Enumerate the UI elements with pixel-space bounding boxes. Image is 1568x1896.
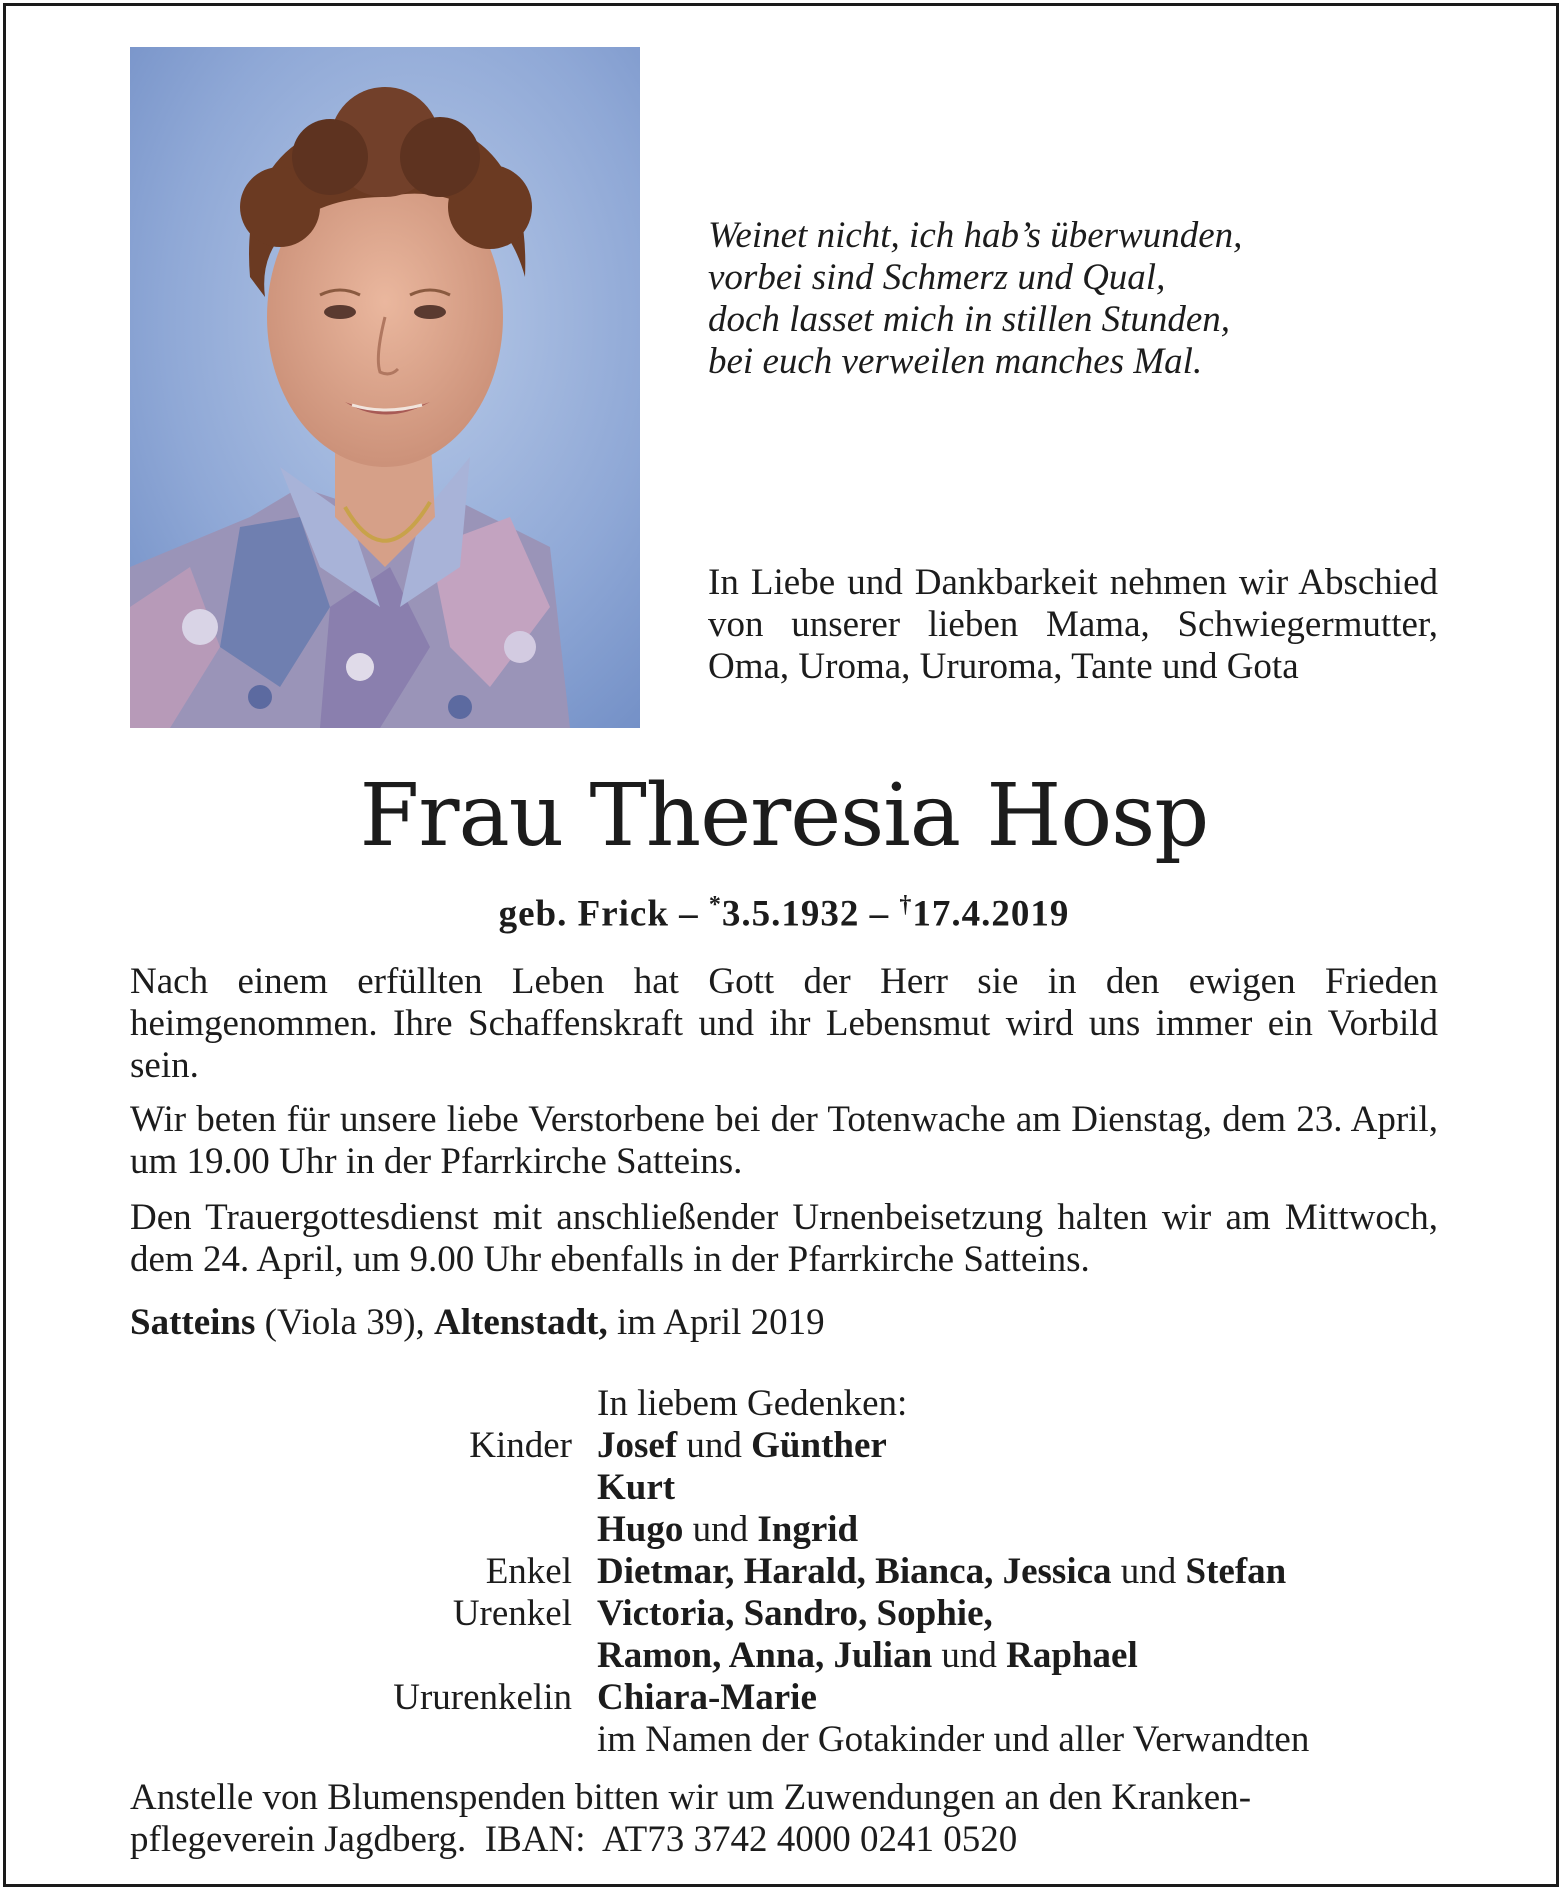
death-date: 17.4.2019 [912, 893, 1070, 935]
label-kinder: Kinder [469, 1425, 572, 1466]
poem-line: bei euch verweilen manches Mal. [708, 341, 1203, 382]
poem-line: Weinet nicht, ich hab’s überwunden, [708, 215, 1243, 256]
birth-date: 3.5.1932 [721, 893, 860, 935]
names-enkel [597, 1551, 1286, 1593]
name: Josef [597, 1425, 678, 1466]
family-heading-row [0, 1383, 1568, 1425]
conjunction: und [1120, 1551, 1177, 1592]
conjunction: und [941, 1635, 997, 1676]
family-row-urenkel-2 [0, 1635, 1568, 1677]
family-closing-row [0, 1719, 1568, 1761]
conjunction: und [686, 1425, 742, 1466]
iban-label: IBAN: [484, 1819, 586, 1860]
names-urenkel-2 [597, 1635, 1138, 1677]
name: Stefan [1185, 1551, 1287, 1592]
family-row-ururenkelin [0, 1677, 1568, 1719]
names-urenkel: Victoria, Sandro, Sophie, [597, 1593, 993, 1634]
donation-line-1: Anstelle von Blumenspenden bitten wir um Zuwendungen an den Kranken- [130, 1777, 1252, 1818]
birth-name: geb. Frick [498, 893, 669, 935]
label-urenkel: Urenkel [452, 1593, 572, 1634]
town-altenstadt: Altenstadt, [434, 1302, 608, 1343]
name: Günther [751, 1425, 887, 1466]
iban-number: AT73 3742 4000 0241 0520 [602, 1819, 1018, 1860]
poem-line: vorbei sind Schmerz und Qual, [708, 257, 1166, 298]
poem-line: doch lasset mich in stillen Stunden, [708, 299, 1231, 340]
name: Ramon, Anna, Julian [597, 1635, 933, 1676]
place-and-date [130, 1302, 1438, 1344]
name: Raphael [1006, 1635, 1138, 1676]
label-ururenkelin: Ururenkelin [393, 1677, 572, 1718]
family-list [0, 1383, 1568, 1761]
paragraph-life: Nach einem erfüllten Leben hat Gott der Herr sie in den ewigen Frieden heimgenommen. Ihre Schaffenskraft und ihr Lebensmut wird uns immer ein Vorbild sein. [130, 961, 1438, 1086]
farewell-intro: In Liebe und Dankbarkeit nehmen wir Abschied von unserer lieben Mama, Schwiegermutter, Oma, Uroma, Ururoma, Tante und Gota [708, 562, 1438, 687]
donation-recipient: pflegeverein Jagdberg. [130, 1819, 467, 1860]
family-row-kinder-3 [0, 1509, 1568, 1551]
names-ururenkelin: Chiara-Marie [597, 1677, 817, 1718]
birth-symbol: * [708, 892, 722, 918]
names-kinder-3 [597, 1509, 858, 1551]
family-heading: In liebem Gedenken: [597, 1383, 908, 1424]
donation-note [130, 1777, 1438, 1861]
separator: – [679, 893, 699, 935]
conjunction: und [692, 1509, 749, 1550]
name: Dietmar, Harald, Bianca, Jessica [597, 1551, 1112, 1592]
name: Ingrid [757, 1509, 859, 1550]
family-row-urenkel [0, 1593, 1568, 1635]
family-row-enkel [0, 1551, 1568, 1593]
names-kinder [597, 1425, 887, 1467]
label-enkel: Enkel [485, 1551, 572, 1592]
paragraph-funeral: Den Trauergottesdienst mit anschließender Urnenbeisetzung halten wir am Mittwoch, dem 24. April, um 9.00 Uhr ebenfalls in der Pfarrkirche Satteins. [130, 1197, 1438, 1280]
family-row-kinder-2 [0, 1467, 1568, 1509]
family-closing: im Namen der Gotakinder und aller Verwandten [597, 1719, 1310, 1760]
separator: – [869, 893, 890, 935]
donation-line-2 [130, 1819, 1438, 1861]
name: Kurt [597, 1467, 676, 1508]
name: Hugo [597, 1509, 684, 1550]
life-dates [0, 883, 1568, 936]
memorial-poem [708, 215, 1428, 383]
address: (Viola 39), [264, 1302, 425, 1343]
date-line: im April 2019 [616, 1302, 825, 1343]
town-satteins: Satteins [130, 1302, 256, 1343]
portrait-photo [130, 47, 640, 728]
paragraph-wake: Wir beten für unsere liebe Verstorbene bei der Totenwache am Dienstag, dem 23. April, um 19.00 Uhr in der Pfarrkirche Satteins. [130, 1099, 1438, 1182]
death-symbol: † [899, 892, 913, 918]
family-row-kinder [0, 1425, 1568, 1467]
deceased-name: Frau Theresia Hosp [359, 766, 1209, 866]
